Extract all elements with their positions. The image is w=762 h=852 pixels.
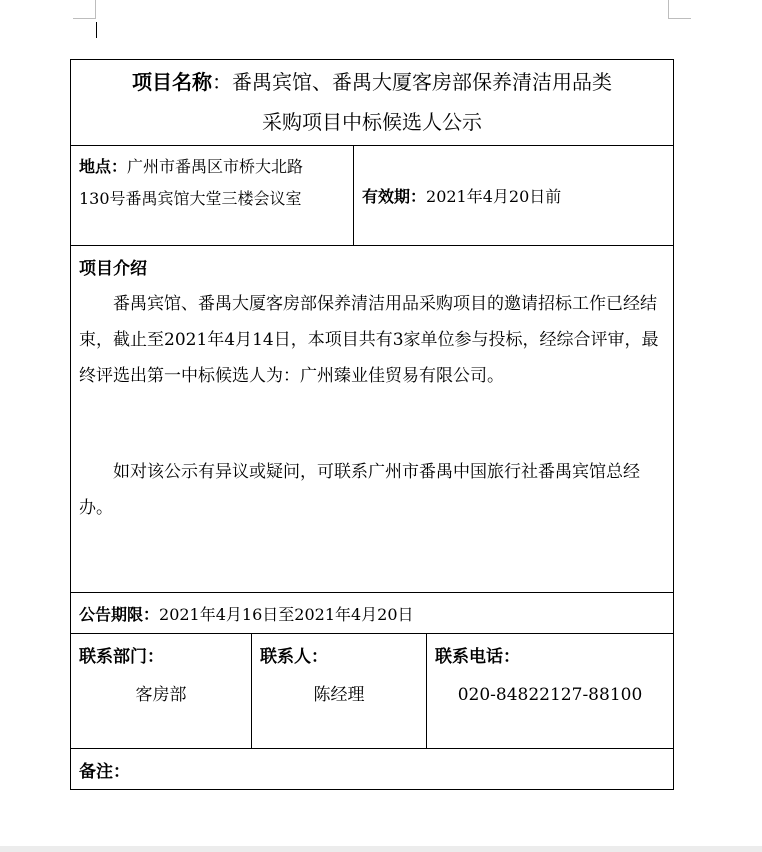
location-line2: 130号番禺宾馆大堂三楼会议室	[79, 189, 302, 208]
intro-paragraph-2: 如对该公示有异议或疑问，可联系广州市番禺中国旅行社番禺宾馆总经办。	[79, 462, 640, 518]
remarks-cell[interactable]	[71, 749, 674, 790]
title-text-line1: 番禺宾馆、番禺大厦客房部保养清洁用品类	[232, 70, 612, 94]
period-label: 公告期限：	[79, 604, 160, 624]
location-cell[interactable]	[71, 146, 354, 246]
department-cell[interactable]	[71, 634, 252, 749]
crop-mark-top-left	[73, 0, 96, 19]
intro-heading: 项目介绍	[79, 259, 147, 279]
text-cursor	[96, 22, 97, 38]
remarks-label: 备注：	[79, 761, 130, 782]
page-bottom-band	[0, 846, 762, 852]
period-value: 2021年4月16日至2021年4月20日	[159, 604, 414, 624]
person-label: 联系人：	[260, 647, 328, 667]
phone-value: 020-84822127-88100	[457, 685, 643, 705]
department-value: 客房部	[135, 685, 187, 705]
validity-value: 2021年4月20日前	[426, 187, 562, 206]
phone-label: 联系电话：	[435, 647, 520, 667]
title-label: 项目名称	[132, 70, 212, 94]
validity-cell[interactable]	[354, 146, 674, 246]
person-cell[interactable]	[252, 634, 427, 749]
intro-paragraph-1: 番禺宾馆、番禺大厦客房部保养清洁用品采购项目的邀请招标工作已经结束，截止至2021年4月14日，本项目共有3家单位参与投标，经综合评审，最终评选出第一中标候选人为：广州臻业佳贸易有限公司。	[79, 294, 659, 386]
validity-label: 有效期：	[362, 187, 427, 206]
location-label: 地点：	[79, 157, 128, 176]
crop-mark-top-right	[668, 0, 691, 19]
document-page[interactable]	[70, 59, 673, 790]
title-colon: ：	[212, 70, 232, 94]
department-label: 联系部门：	[79, 647, 164, 667]
location-line1: 广州市番禺区市桥大北路	[127, 157, 304, 176]
title-cell[interactable]	[71, 60, 674, 146]
intro-cell[interactable]	[71, 246, 674, 593]
person-value: 陈经理	[313, 685, 365, 705]
notice-table	[70, 59, 674, 790]
period-cell[interactable]	[71, 593, 674, 634]
title-text-line2: 采购项目中标候选人公示	[262, 110, 482, 134]
phone-cell[interactable]	[427, 634, 674, 749]
